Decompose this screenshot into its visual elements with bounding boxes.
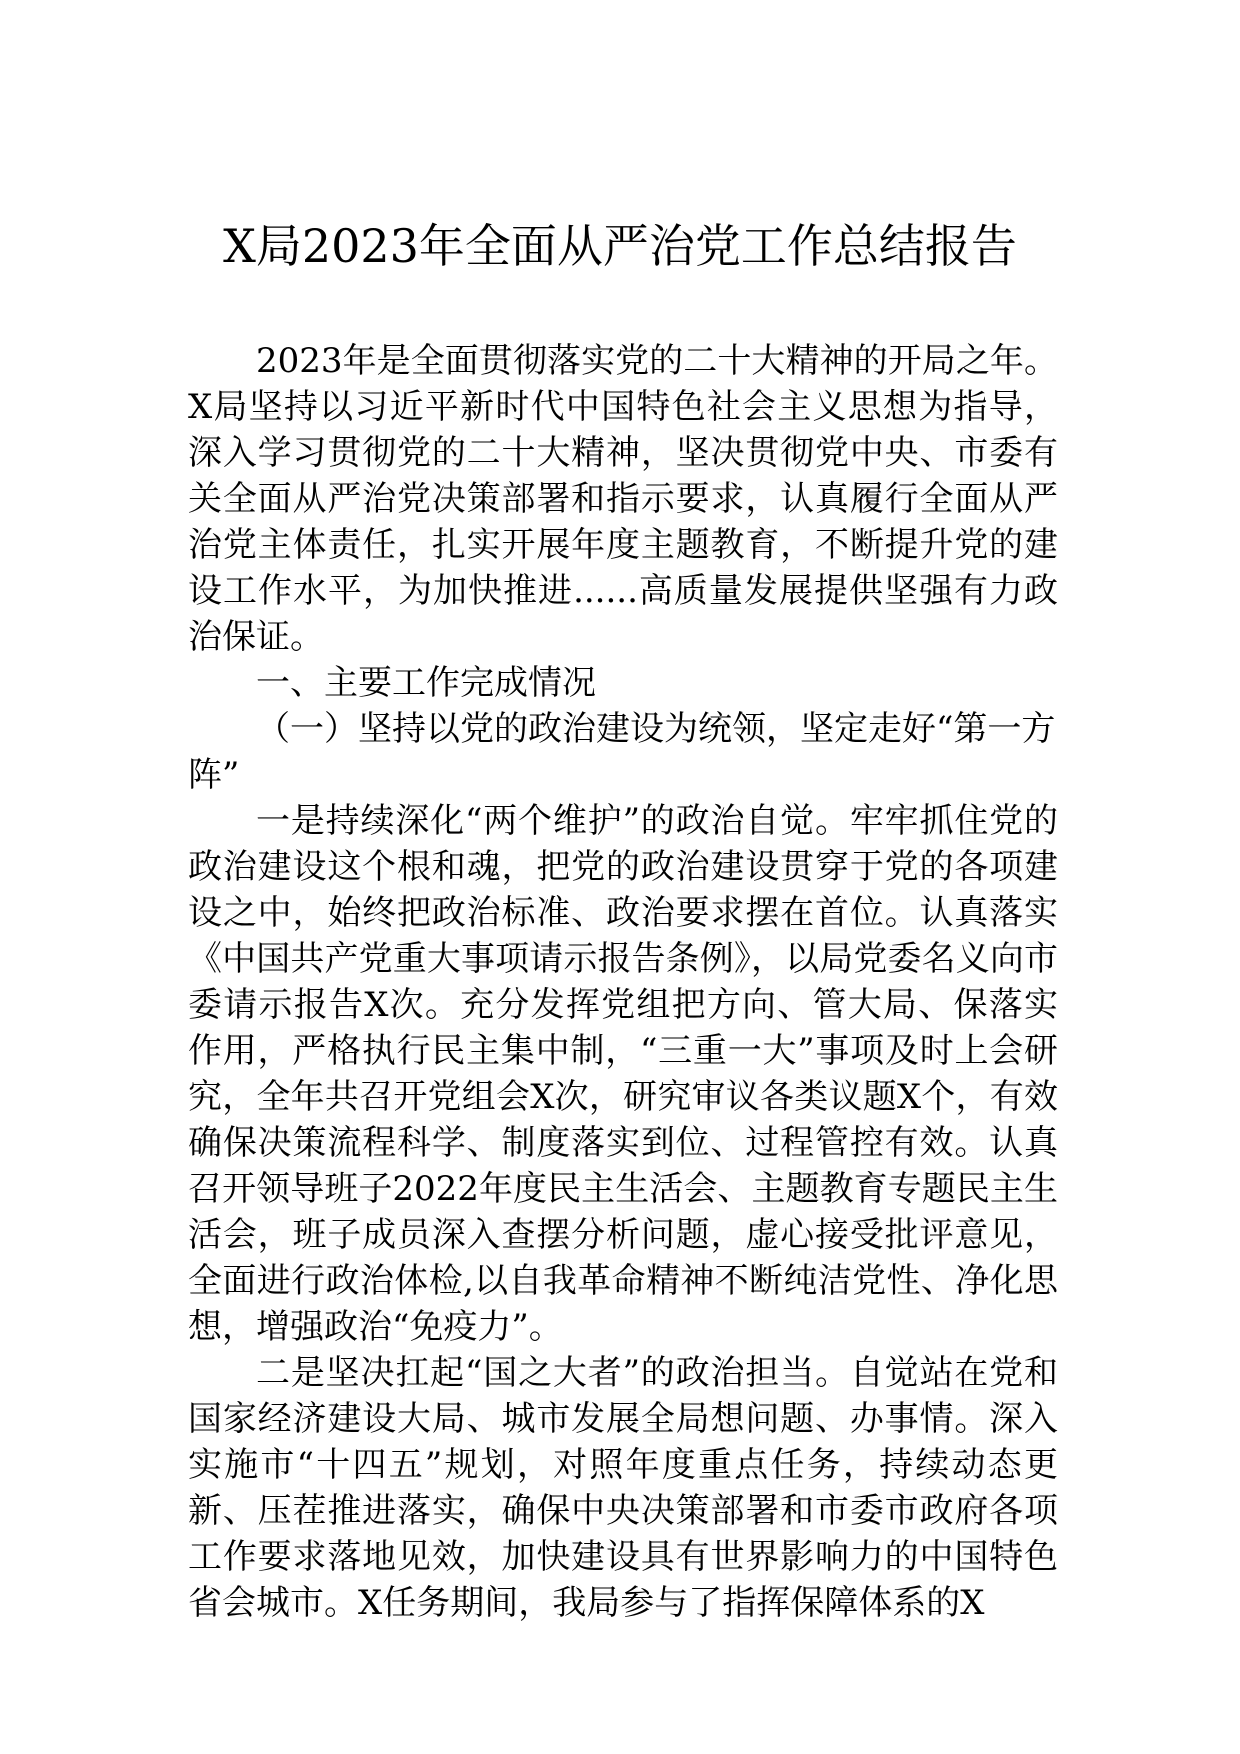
document-title: X局2023年全面从严治党工作总结报告 [223, 219, 1017, 273]
body-paragraph: 一是持续深化“两个维护”的政治自觉。牢牢抓住党的政治建设这个根和魂，把党的政治建设贯穿于党的各项建设之中，始终把政治标准、政治要求摆在首位。认真落实《中国共产党重大事项请示报告条例》，以局党委名义向市委请示报告X次。充分发挥党组把方向、管大局、保落实作用，严格执行民主集中制，“三重一大”事项及时上会研究，全年共召开党组会X次，研究审议各类议题X个，有效确保决策流程科学、制度落实到位、过程管控有效。认真召开领导班子2022年度民主生活会、主题教育专题民主生活会，班子成员深入查摆分析问题，虚心接受批评意见，全面进行政治体检,以自我革命精神不断纯洁党性、净化思想，增强政治“免疫力”。 [188, 801, 1058, 1347]
intro-paragraph: 2023年是全面贯彻落实党的二十大精神的开局之年。X局坚持以习近平新时代中国特色社会主义思想为指导，深入学习贯彻党的二十大精神，坚决贯彻党中央、市委有关全面从严治党决策部署和指示要求，认真履行全面从严治党主体责任，扎实开展年度主题教育，不断提升党的建设工作水平，为加快推进......高质量发展提供坚强有力政治保证。 [188, 341, 1058, 657]
section-heading: 一、主要工作完成情况 [256, 663, 596, 703]
document-body [188, 338, 1058, 1626]
subsection-heading: （一）坚持以党的政治建设为统领，坚定走好“第一方阵” [188, 709, 1056, 795]
body-paragraph: 二是坚决扛起“国之大者”的政治担当。自觉站在党和国家经济建设大局、城市发展全局想问题、办事情。深入实施市“十四五”规划，对照年度重点任务，持续动态更新、压茬推进落实，确保中央决策部署和市委市政府各项工作要求落地见效，加快建设具有世界影响力的中国特色省会城市。X任务期间，我局参与了指挥保障体系的X [188, 1353, 1058, 1623]
